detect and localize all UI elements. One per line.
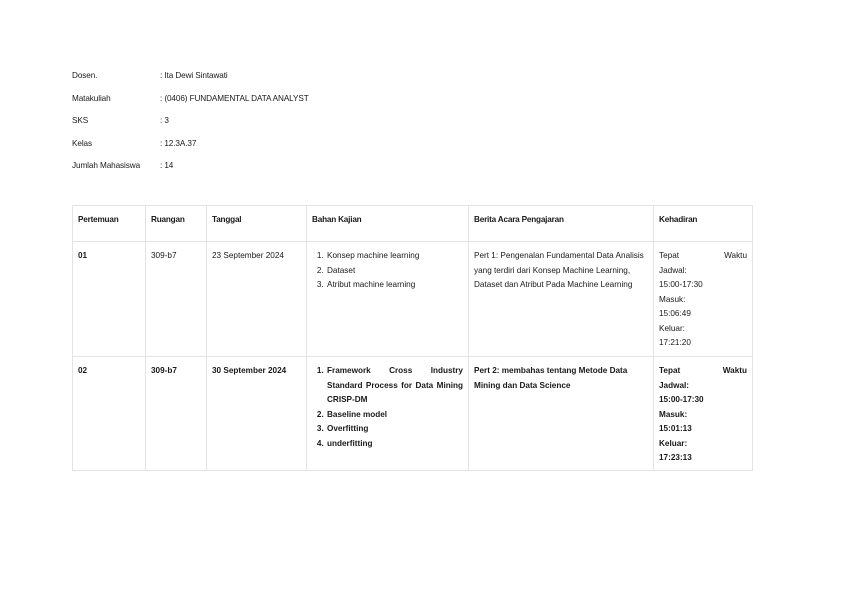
info-row-sks xyxy=(72,116,309,139)
check-in-time: 15:01:13 xyxy=(659,424,692,433)
info-label: Kelas xyxy=(72,138,92,148)
schedule-label: Jadwal: xyxy=(659,265,687,275)
attendance-status xyxy=(659,364,747,379)
check-in-label: Masuk: xyxy=(659,294,686,304)
check-out-time: 17:21:20 xyxy=(659,338,691,347)
info-row-dosen xyxy=(72,71,309,94)
info-value: : (0406) FUNDAMENTAL DATA ANALYST xyxy=(160,93,309,103)
table-row xyxy=(73,242,753,357)
info-label: Dosen. xyxy=(72,71,98,80)
cell-ruangan: 309-b7 xyxy=(146,357,207,471)
column-header-ruangan: Ruangan xyxy=(146,206,207,242)
topic-item: 3. Overfitting xyxy=(326,422,463,437)
schedule-time: 15:00-17:30 xyxy=(659,280,703,289)
topic-list xyxy=(312,249,463,293)
info-row-kelas xyxy=(72,139,309,162)
column-header-berita-acara: Berita Acara Pengajaran xyxy=(469,206,654,242)
column-header-pertemuan: Pertemuan xyxy=(73,206,146,242)
info-value: : 3 xyxy=(160,116,169,126)
info-row-matakuliah xyxy=(72,94,309,117)
topic-item: 4. underfitting xyxy=(326,437,463,452)
info-row-jumlah-mahasiswa xyxy=(72,161,309,184)
check-in-time: 15:06:49 xyxy=(659,309,691,318)
topic-item: 2. Baseline model xyxy=(326,408,463,423)
info-label: SKS xyxy=(72,116,89,126)
topic-item: 2. Dataset xyxy=(326,264,463,279)
check-out-label: Keluar: xyxy=(659,323,685,333)
cell-berita-acara: Pert 1: Pengenalan Fundamental Data Analisis yang terdiri dari Konsep Machine Learning, Dataset dan Atribut Pada Machine Learning xyxy=(469,242,654,357)
topic-item: 1. Framework Cross Industry Standard Process for Data Mining CRISP-DM xyxy=(326,364,463,408)
cell-bahan-kajian xyxy=(307,357,469,471)
check-out-label: Keluar: xyxy=(659,438,688,448)
sessions-table xyxy=(72,205,753,471)
topic-list xyxy=(312,364,463,451)
cell-kehadiran xyxy=(654,357,753,471)
table-row xyxy=(73,357,753,471)
table-header-row xyxy=(73,206,753,242)
cell-tanggal: 30 September 2024 xyxy=(207,357,307,471)
info-label: Jumlah Mahasiswa xyxy=(72,161,141,171)
info-value: : 12.3A.37 xyxy=(160,138,197,148)
attendance-status-word: Tepat xyxy=(659,251,680,260)
cell-pertemuan: 02 xyxy=(73,357,146,471)
topic-item: 3. Atribut machine learning xyxy=(326,278,463,293)
check-in-label: Masuk: xyxy=(659,409,688,419)
schedule-label: Jadwal: xyxy=(659,380,690,390)
attendance-status xyxy=(659,249,747,264)
attendance-status-word: Waktu xyxy=(722,366,747,375)
topic-item: 1. Konsep machine learning xyxy=(326,249,463,264)
check-out-time: 17:23:13 xyxy=(659,453,692,462)
course-info xyxy=(72,71,309,184)
cell-tanggal: 23 September 2024 xyxy=(207,242,307,357)
cell-pertemuan: 01 xyxy=(73,242,146,357)
column-header-tanggal: Tanggal xyxy=(207,206,307,242)
info-value: : 14 xyxy=(160,161,174,171)
info-value: : Ita Dewi Sintawati xyxy=(160,71,228,80)
cell-bahan-kajian xyxy=(307,242,469,357)
cell-berita-acara: Pert 2: membahas tentang Metode Data Mining dan Data Science xyxy=(469,357,654,471)
cell-kehadiran xyxy=(654,242,753,357)
column-header-kehadiran: Kehadiran xyxy=(654,206,753,242)
attendance-status-word: Tepat xyxy=(659,366,681,375)
cell-ruangan: 309-b7 xyxy=(146,242,207,357)
attendance-status-word: Waktu xyxy=(724,251,747,260)
schedule-time: 15:00-17:30 xyxy=(659,395,704,404)
info-label: Matakuliah xyxy=(72,93,111,103)
column-header-bahan-kajian: Bahan Kajian xyxy=(307,206,469,242)
